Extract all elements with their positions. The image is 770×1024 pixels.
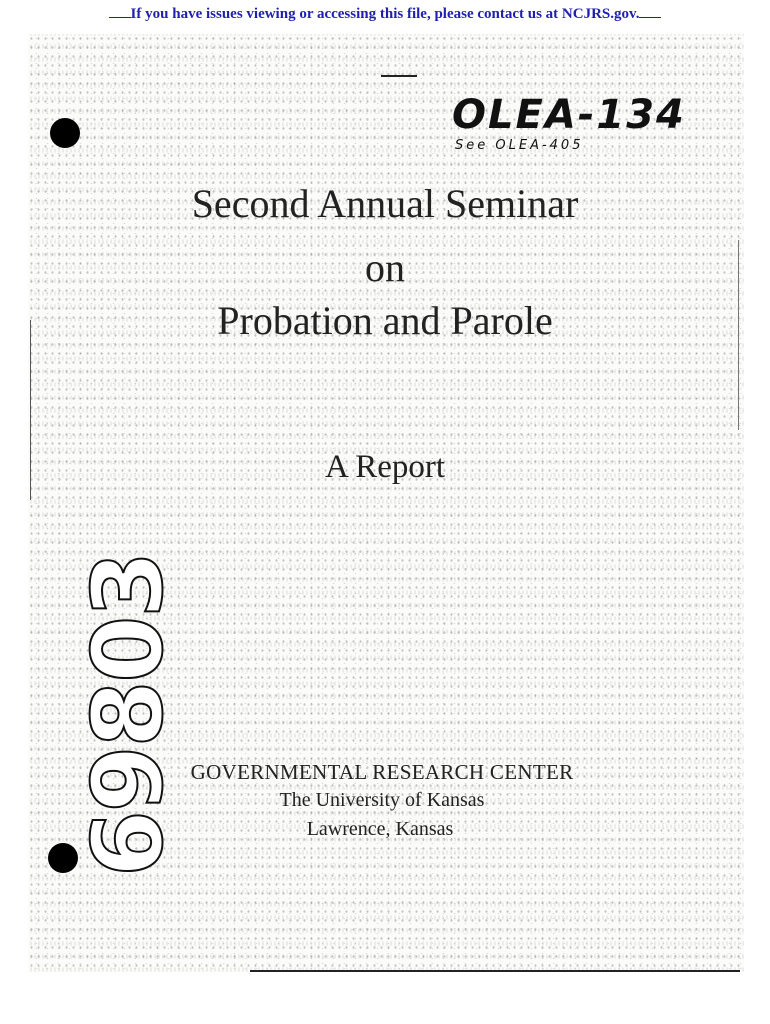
report-subtitle: A Report — [324, 449, 446, 485]
bottom-rule — [250, 970, 740, 972]
title-line-1: Second Annual Seminar — [191, 181, 579, 226]
notice-rule-left — [109, 17, 131, 18]
handwritten-accession-number: 69803 — [72, 553, 184, 877]
publisher-location: Lawrence, Kansas — [306, 818, 454, 840]
title-line-2: on — [365, 245, 405, 290]
publisher-name: GOVERNMENTAL RESEARCH CENTER — [190, 760, 574, 784]
notice-rule-right — [639, 17, 661, 18]
punch-hole-top — [50, 118, 80, 148]
publisher-university: The University of Kansas — [279, 789, 485, 811]
handwritten-code: OLEA-134 — [452, 92, 686, 138]
title-line-3: Probation and Parole — [217, 298, 553, 343]
access-notice-text: If you have issues viewing or accessing this file, please contact us at NCJRS.gov. — [130, 6, 640, 22]
top-dash-mark — [381, 75, 417, 77]
access-notice — [0, 6, 770, 23]
handwritten-see-note: See OLEA-405 — [455, 138, 584, 153]
